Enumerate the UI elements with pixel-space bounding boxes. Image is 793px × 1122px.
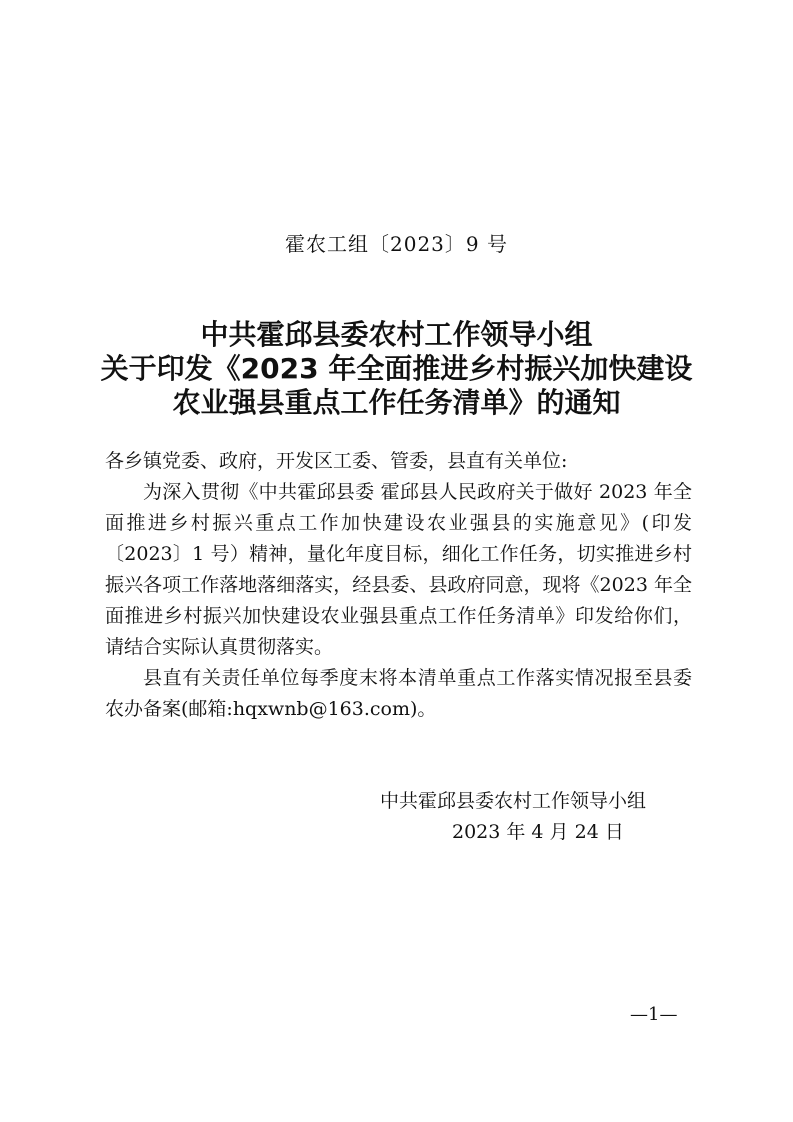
body-paragraph-2: 县直有关责任单位每季度末将本清单重点工作落实情况报至县委农办备案(邮箱:hqxwnb@163.com)。: [105, 667, 692, 720]
document-body: [105, 446, 692, 725]
document-title: [60, 318, 733, 420]
salutation: 各乡镇党委、政府，开发区工委、管委，县直有关单位:: [105, 450, 568, 472]
signature-block: [380, 786, 700, 848]
title-line-2: 关于印发《2023 年全面推进乡村振兴加快建设: [100, 352, 693, 385]
title-line-3: 农业强县重点工作任务清单》的通知: [172, 386, 621, 419]
signature-organization: 中共霍邱县委农村工作领导小组: [380, 790, 647, 812]
signature-date: 2023 年 4 月 24 日: [452, 821, 624, 843]
title-line-1: 中共霍邱县委农村工作领导小组: [200, 318, 593, 351]
page-number: —1—: [630, 1004, 678, 1025]
document-number: 霍农工组〔2023〕9 号: [285, 232, 508, 256]
body-paragraph-1: 为深入贯彻《中共霍邱县委 霍邱县人民政府关于做好 2023 年全面推进乡村振兴重点工作加快建设农业强县的实施意见》(印发〔2023〕1 号）精神，量化年度目标，细化工作任务，切实推进乡村振兴各项工作落地落细落实，经县委、县政府同意，现将《2023 年全面推进乡村振兴加快建设农业强县重点工作任务清单》印发给你们，请结合实际认真贯彻落实。: [105, 481, 692, 658]
